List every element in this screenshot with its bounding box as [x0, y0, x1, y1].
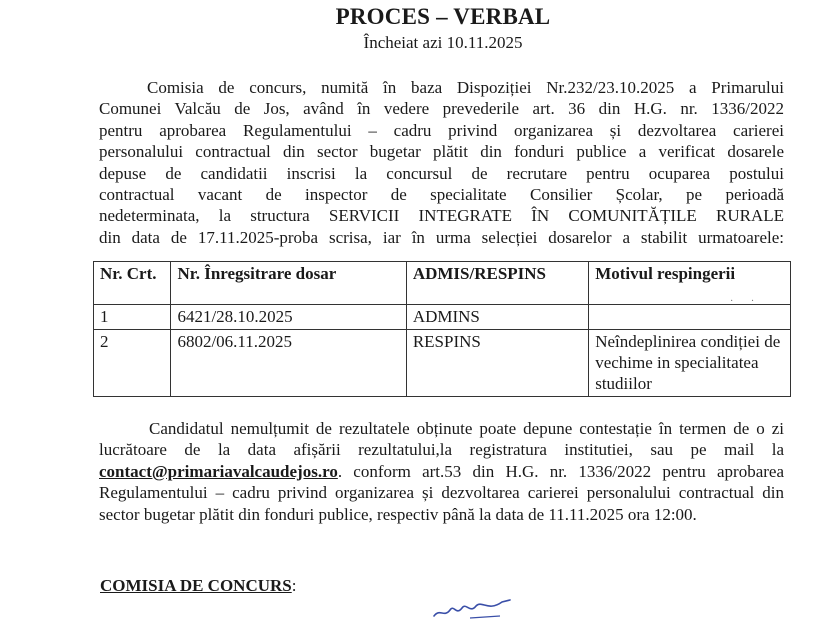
- header-motiv: Motivul respingerii: [589, 262, 791, 305]
- intro-line: depuse de candidatii inscrisi la concursul de recrutare pentru ocuparea postului: [99, 163, 784, 183]
- document-subtitle: Încheiat azi 10.11.2025: [363, 33, 523, 52]
- cell-dosar: 6421/28.10.2025: [171, 305, 406, 330]
- contact-email-link[interactable]: contact@primariavalcaudejos.ro: [99, 461, 338, 481]
- results-table: [93, 261, 791, 397]
- cell-nr: 1: [94, 305, 171, 330]
- signature-icon: [430, 598, 520, 620]
- table-header-row: [94, 262, 791, 305]
- cell-status: ADMINS: [406, 305, 588, 330]
- cell-status: RESPINS: [406, 330, 588, 397]
- intro-line: pentru aprobarea Regulamentului – cadru privind organizarea și dezvoltarea carierei: [99, 120, 784, 140]
- intro-paragraph: [99, 77, 784, 248]
- document-title: PROCES – VERBAL: [335, 4, 551, 29]
- intro-line: contractual vacant de inspector de specialitate Consilier Școlar, pe perioadă: [99, 185, 784, 205]
- contest-text-after: . conform art.53 din H.G. nr. 1336/2022 pentru aprobarea Regulamentului – cadru privind organizarea și dezvoltarea carierei personalului contractual din sector bugetar plătit din fonduri publice, respectiv până la data de 11.11.2025 ora 12:00.: [99, 461, 784, 524]
- table-row: [94, 305, 791, 330]
- header-dosar: Nr. Înregsitrare dosar: [171, 262, 406, 305]
- header-nr: Nr. Crt.: [94, 262, 171, 305]
- commission-colon: :: [291, 576, 297, 595]
- contest-paragraph: [99, 418, 784, 525]
- commission-heading: [100, 576, 296, 596]
- intro-line: Comisia de concurs, numită în baza Dispoziției Nr.232/23.10.2025 a Primarului: [147, 78, 784, 97]
- cell-nr: 2: [94, 330, 171, 397]
- intro-line: personalului contractual din sector bugetar plătit din fonduri publice a verificat dosarele: [99, 142, 784, 162]
- table-row: [94, 330, 791, 397]
- cell-motiv: [589, 305, 791, 330]
- cell-motiv: Neîndeplinirea condiției de vechime in specialitatea studiilor: [589, 330, 791, 397]
- contest-text-before: Candidatul nemulțumit de rezultatele obținute poate depune contestație în termen de o zi lucrătoare de la data afișării rezultatului,la registratura institutiei, sau pe mail la: [99, 419, 784, 460]
- cell-dosar: 6802/06.11.2025: [171, 330, 406, 397]
- commission-label: COMISIA DE CONCURS: [100, 576, 292, 595]
- stray-mark: · ·: [730, 296, 755, 307]
- intro-line: din data de 17.11.2025-proba scrisa, iar în urma selecției dosarelor a stabilit urmatoarele:: [99, 227, 784, 247]
- header-status: ADMIS/RESPINS: [406, 262, 588, 305]
- intro-line: Comunei Valcău de Jos, având în vedere prevederile art. 36 din H.G. nr. 1336/2022: [99, 99, 784, 119]
- intro-line: nedeterminata, la structura SERVICII INTEGRATE ÎN COMUNITĂȚILE RURALE: [99, 206, 784, 226]
